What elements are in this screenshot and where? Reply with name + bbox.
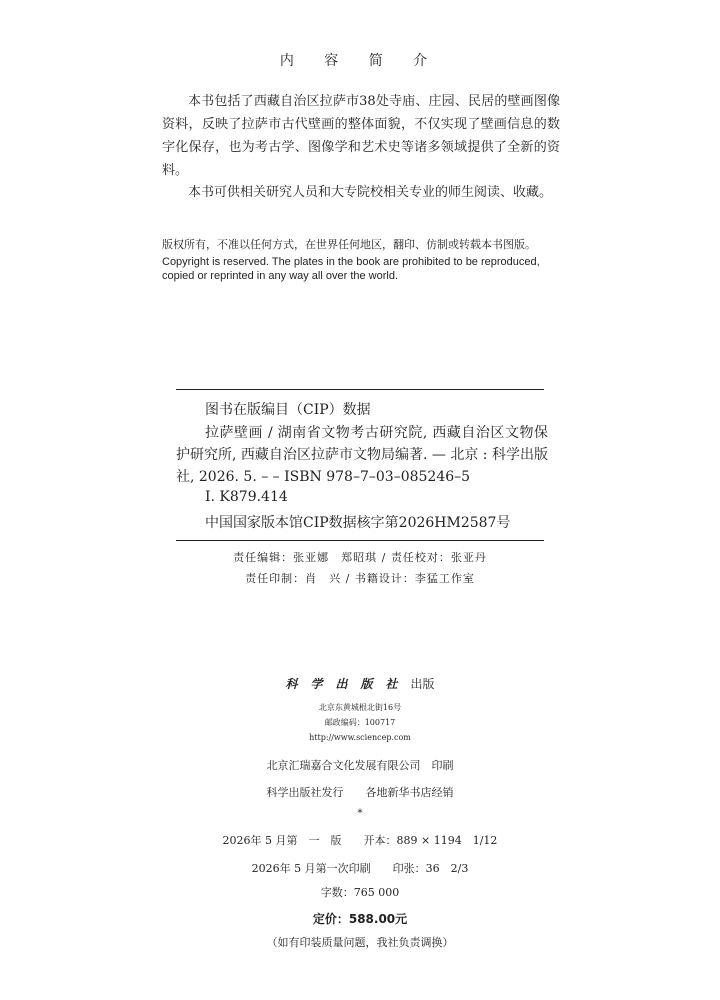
edition-line: 2026年 5 月第 一 版 开本：889 × 1194 1/12 [222, 834, 498, 847]
cip-top-rule [176, 389, 544, 390]
word-count: 字数：765 000 [320, 886, 400, 899]
publisher-line [0, 675, 720, 692]
credits-editors: 责任编辑：张亚娜 郑昭琪 / 责任校对：张亚丹 [233, 551, 487, 564]
printer-line: 北京汇瑞嘉合文化发展有限公司 印刷 [266, 759, 454, 772]
publisher-logo: 科学出版社 [285, 677, 411, 691]
summary-paragraph-1: 本书包括了西藏自治区拉萨市38处寺庙、庄园、民居的壁画图像资料，反映了拉萨市古代壁画的整体面貌，不仅实现了壁画信息的数字化保存，也为考古学、图像学和艺术史等诸多领域提供了全新的资料。 [162, 94, 560, 178]
distribution-line: 科学出版社发行 各地新华书店经销 [266, 786, 454, 799]
cip-heading: 图书在版编目（CIP）数据 [205, 402, 371, 418]
quality-note: （如有印装质量问题，我社负责调换） [266, 936, 454, 949]
cip-classification: Ⅰ. K879.414 [205, 489, 288, 505]
summary-title: 内 容 简 介 [279, 53, 441, 69]
copyright-english: Copyright is reserved. The plates in the book are prohibited to be reproduced, copied or reprinted in any way all over the world. [162, 256, 540, 282]
publisher-url: http://www.sciencep.com [309, 733, 411, 742]
cip-entry: 拉萨壁画 / 湖南省文物考古研究院, 西藏自治区文物保护研究所, 西藏自治区拉萨市文物局编著. — 北京 : 科学出版社, 2026. 5. – – ISBN 978–7–03–085246–5 [176, 425, 548, 485]
price: 定价：588.00元 [312, 912, 408, 926]
summary-paragraph-2: 本书可供相关研究人员和大专院校相关专业的师生阅读、收藏。 [188, 185, 553, 200]
printing-line: 2026年 5 月第一次印刷 印张：36 2/3 [251, 862, 469, 875]
cip-bottom-rule [176, 540, 544, 541]
copyright-chinese: 版权所有，不准以任何方式，在世界任何地区，翻印、仿制或转载本书图版。 [162, 238, 536, 251]
cip-number: 中国国家版本馆CIP数据核字第2026HM2587号 [205, 515, 511, 531]
publisher-suffix: 出版 [410, 677, 435, 691]
publisher-address: 北京东黄城根北街16号 [318, 703, 402, 712]
credits-production: 责任印制：肖 兴 / 书籍设计：李猛工作室 [245, 572, 475, 585]
separator-star: * [357, 808, 363, 819]
publisher-postcode: 邮政编码：100717 [324, 718, 396, 727]
